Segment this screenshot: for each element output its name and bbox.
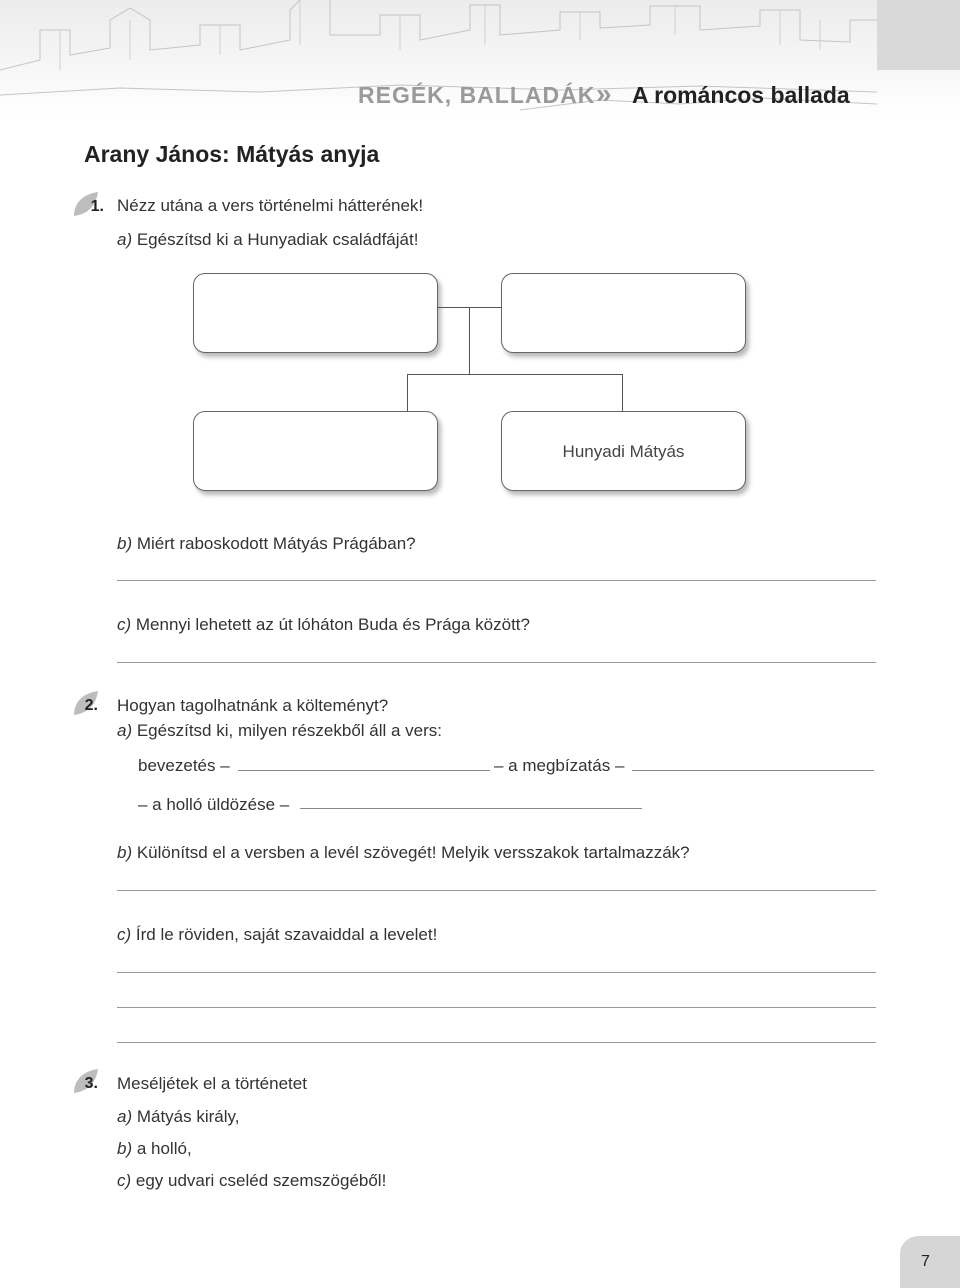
part-assignment: – a megbízatás – — [494, 756, 625, 775]
q1a-text: Egészítsd ki a Hunyadiak családfáját! — [132, 230, 419, 249]
tree-known-name: Hunyadi Mátyás — [562, 442, 685, 461]
letter-b: b) — [117, 534, 133, 553]
tree-box-father[interactable] — [193, 273, 438, 353]
answer-line[interactable] — [117, 580, 876, 581]
question-1c-text — [117, 615, 530, 635]
q2a-text: Egészítsd ki, milyen részekből áll a vers: — [132, 721, 443, 740]
fill-in-line[interactable] — [300, 808, 642, 809]
tree-connector — [622, 374, 623, 411]
section-label: REGÉK, BALLADÁK — [358, 82, 596, 108]
question-number-2: 2. — [84, 697, 98, 714]
question-2c-text — [117, 925, 437, 945]
letter-a: a) — [117, 1107, 133, 1126]
page-number: 7 — [921, 1253, 930, 1270]
question-number-3: 3. — [84, 1075, 98, 1092]
q1b-text: Miért raboskodott Mátyás Prágában? — [132, 534, 416, 553]
q3a-text: Mátyás király, — [132, 1107, 240, 1126]
part-raven-chase: – a holló üldözése – — [138, 795, 290, 814]
fill-in-line[interactable] — [632, 770, 874, 771]
q3b-text: a holló, — [132, 1139, 192, 1158]
question-3b-text — [117, 1139, 192, 1159]
answer-line[interactable] — [117, 972, 876, 973]
q2c-text: Írd le röviden, saját szavaiddal a levelet! — [131, 925, 438, 944]
question-1-title: Nézz utána a vers történelmi hátterének! — [117, 196, 424, 215]
tree-box-matyas — [501, 411, 746, 491]
question-2b-text — [117, 843, 690, 863]
chevron-right-icon: » — [596, 78, 612, 109]
letter-b: b) — [117, 843, 133, 862]
q1c-text: Mennyi lehetett az út lóháton Buda és Prága között? — [131, 615, 530, 634]
answer-line[interactable] — [117, 662, 876, 663]
tree-connector — [407, 374, 623, 375]
question-2a-text — [117, 721, 442, 741]
question-1b-text — [117, 534, 416, 554]
q3c-text: egy udvari cseléd szemszögéből! — [131, 1171, 387, 1190]
letter-c: c) — [117, 615, 132, 634]
answer-line[interactable] — [117, 1042, 876, 1043]
header-corner-tab — [877, 0, 960, 70]
question-2-title: Hogyan tagolhatnánk a költeményt? — [117, 696, 389, 715]
fill-in-line[interactable] — [238, 770, 490, 771]
letter-c: c) — [117, 1171, 132, 1190]
answer-line[interactable] — [117, 890, 876, 891]
part-introduction: bevezetés – — [138, 756, 230, 775]
letter-b: b) — [117, 1139, 133, 1158]
tree-box-mother[interactable] — [501, 273, 746, 353]
q2b-text: Különítsd el a versben a levél szövegét! Melyik versszakok tartalmazzák? — [132, 843, 690, 862]
question-1a-text — [117, 230, 418, 250]
question-3-title: Meséljétek el a történetet — [117, 1074, 307, 1093]
tree-connector — [407, 374, 408, 411]
chapter-title: A románcos ballada — [632, 82, 850, 108]
poem-title: Arany János: Mátyás anyja — [84, 141, 380, 167]
question-3c-text — [117, 1171, 386, 1191]
answer-line[interactable] — [117, 1007, 876, 1008]
question-3a-text — [117, 1107, 240, 1127]
question-number-1: 1. — [90, 198, 104, 215]
page-number-tab — [900, 1236, 960, 1288]
letter-c: c) — [117, 925, 132, 944]
letter-a: a) — [117, 721, 133, 740]
letter-a: a) — [117, 230, 133, 249]
tree-connector — [469, 307, 470, 375]
tree-box-sibling[interactable] — [193, 411, 438, 491]
